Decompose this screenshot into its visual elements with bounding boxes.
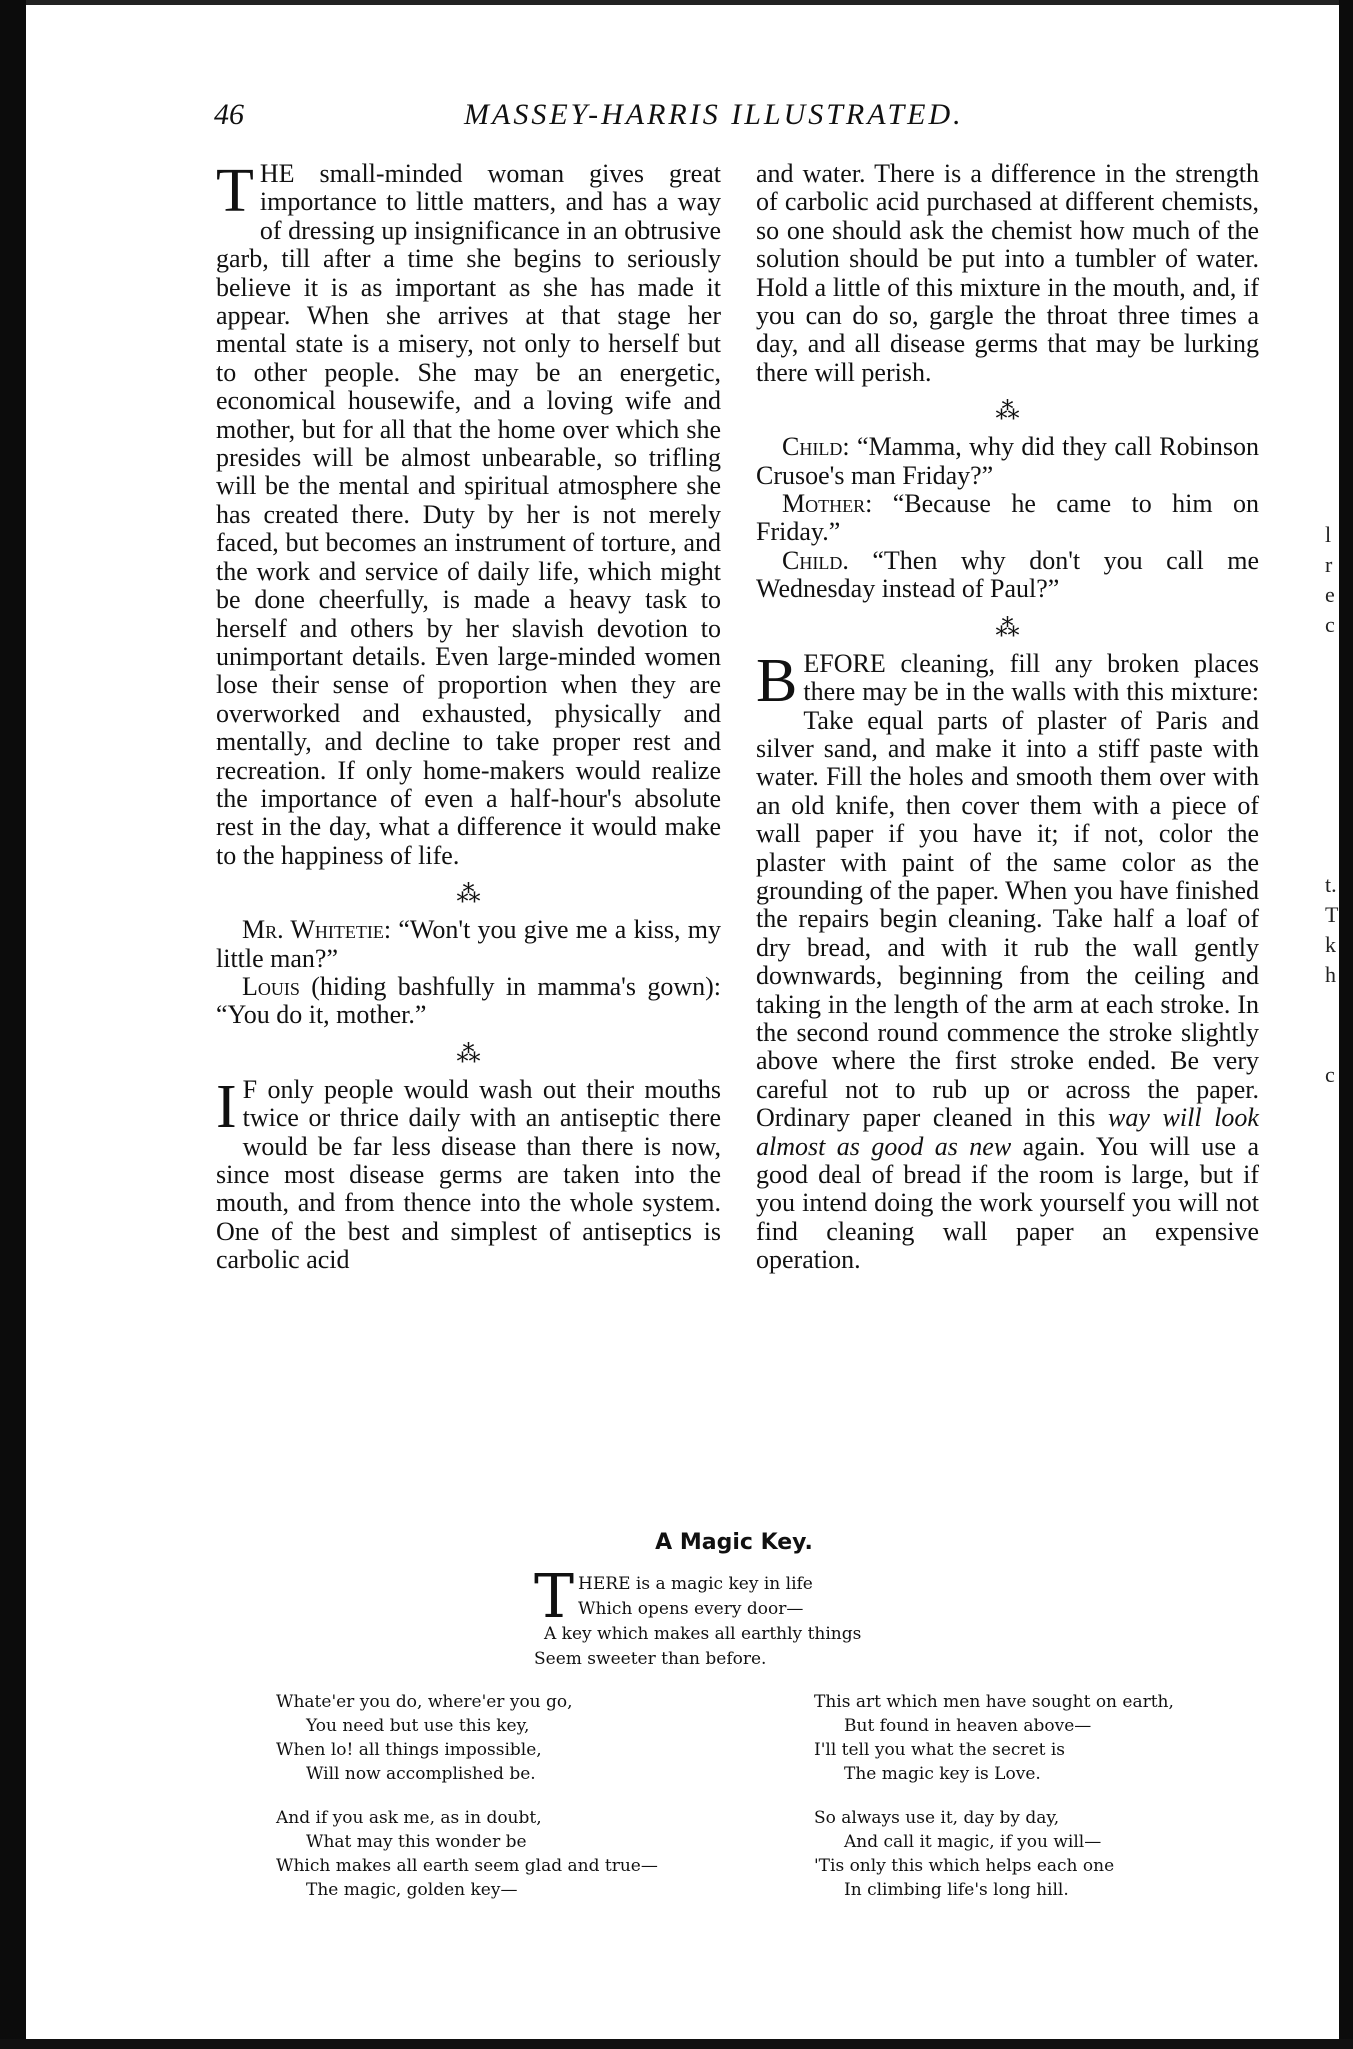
poem-line: This art which men have sought on earth, <box>814 1692 1174 1712</box>
speaker-name: Mother: <box>782 489 873 519</box>
scan-edge-bottom <box>0 2039 1353 2049</box>
speaker-name: Child. <box>782 545 849 575</box>
poem-stanza <box>276 1806 716 1902</box>
article-antiseptic <box>216 1072 721 1275</box>
running-head <box>214 98 1254 138</box>
journal-title: MASSEY-HARRIS ILLUSTRATED. <box>464 98 964 131</box>
drop-cap: T <box>216 157 254 225</box>
paragraph-text: HE small-minded woman gives great importance to little matters, and has a way of dressing up insignificance in an obtrusive garb, till after a time she begins to seriously believe it is as important as she has made it appear. When she arrives at that stage her mental state is a misery, not only to herself but to other people. She may be an energetic, economical housewife, and a loving wife and mother, but for all that the home over which she presides will be almost unbearable, so trifling will be the mental and spiritual atmosphere she has created there. Duty by her is not merely faced, but becomes an instrument of torture, and the work and service of daily life, which might be done cheerfully, is made a heavy task to herself and others by her slavish devotion to unimportant details. Even large-minded women lose their sense of proportion when they are overworked and exhausted, physically and mentally, and decline to take proper rest and recreation. If only home-makers would realize the importance of even a half-hour's absolute rest in the day, what a difference it would make to the happiness of life. <box>216 159 721 870</box>
poem-line: But found in heaven above— <box>844 1716 1092 1736</box>
dialogue-text: “Because he came to him on Friday.” <box>756 489 1259 547</box>
article-small-minded-woman <box>216 157 721 870</box>
poem-stanza <box>276 1690 716 1786</box>
dialogue-text: “Won't you give me a kiss, my little man?” <box>216 915 721 973</box>
poem-line: HERE is a magic key in life <box>578 1574 813 1594</box>
article-wall-paper-cleaning <box>756 646 1259 1275</box>
poem-line: Seem sweeter than before. <box>534 1649 767 1669</box>
paragraph-text: F only people would wash out their mouths twice or thrice daily with an antiseptic there would be far less disease than there is now, since most disease germs are taken into the mouth, and from thence into the whole system. One of the best and simplest of antiseptics is carbolic acid <box>216 1074 721 1275</box>
margin-fragment: r <box>1325 552 1333 577</box>
dialogue-line <box>756 433 1259 490</box>
poem-line: Which opens every door— <box>578 1599 804 1619</box>
paragraph-text: again. You will use a good deal of bread if the room is large, but if you intend doing the work yourself you will not find cleaning wall paper an expensive operation. <box>756 1131 1259 1275</box>
margin-fragment: T <box>1325 902 1339 927</box>
margin-fragment: c <box>1325 612 1335 637</box>
speaker-name: Child: <box>782 432 850 462</box>
poem-title: A Magic Key. <box>655 1530 813 1555</box>
margin-fragment: c <box>1325 1062 1335 1087</box>
asterism-divider: ⁂ <box>456 1041 481 1068</box>
asterism-divider: ⁂ <box>995 399 1020 426</box>
poem-line: So always use it, day by day, <box>814 1808 1060 1828</box>
paragraph-text: EFORE cleaning, fill any broken places there may be in the walls with this mixture: Take equal parts of plaster of Paris and silver sand, and make it into a stiff paste with water. Fill the holes and smooth them over with an old knife, then cover them with a piece of wall paper if you have it; if not, color the plaster with paint of the same color as the grounding of the paper. When you have finished the repairs begin cleaning. Take half a loaf of dry bread, and with it rub the wall gently downwards, beginning from the ceiling and taking in the length of the arm at each stroke. In the second round commence the stroke slightly above where the first stroke ended. Be very careful not to rub up or across the paper. Ordinary paper cleaned in this <box>756 648 1259 1133</box>
dialogue-text: “Mamma, why did they call Robinson Crusoe's man Friday?” <box>756 432 1259 490</box>
italic-text: way will look almost as good as new <box>756 1103 1259 1161</box>
dialogue-line <box>756 547 1259 604</box>
dialogue-line <box>756 490 1259 547</box>
dialogue-text: “Then why don't you call me Wednesday instead of Paul?” <box>756 545 1259 604</box>
poem-line: Will now accomplished be. <box>306 1764 536 1784</box>
dialogue-line <box>216 973 721 1030</box>
right-column <box>756 160 1259 1275</box>
poem-stanza <box>814 1690 1254 1786</box>
drop-cap: T <box>534 1562 575 1632</box>
poem-line: Whate'er you do, where'er you go, <box>276 1692 573 1712</box>
left-column <box>216 157 721 1275</box>
poem-line: In climbing life's long hill. <box>844 1880 1069 1900</box>
dialogue-line <box>216 916 721 973</box>
poem-stanza <box>814 1806 1254 1902</box>
margin-fragments <box>1325 520 1345 1090</box>
poem-line: The magic, golden key— <box>306 1880 518 1900</box>
poem-line: The magic key is Love. <box>844 1764 1041 1784</box>
drop-cap: I <box>216 1072 237 1141</box>
page-number: 46 <box>214 98 244 131</box>
poem-line: I'll tell you what the secret is <box>814 1740 1066 1760</box>
speaker-name: Mr. Whitetie: <box>242 915 392 945</box>
poem-line: 'Tis only this which helps each one <box>814 1856 1115 1876</box>
poem-line: And if you ask me, as in doubt, <box>276 1808 542 1828</box>
margin-fragment: t. <box>1325 872 1337 897</box>
margin-fragment: k <box>1325 932 1336 957</box>
poem-line: And call it magic, if you will— <box>844 1832 1102 1852</box>
speaker-name: Louis <box>242 971 300 1001</box>
poem-line: Which makes all earth seem glad and true— <box>276 1856 658 1876</box>
drop-cap: B <box>756 646 798 715</box>
poem-line: A key which makes all earthly things <box>544 1624 862 1644</box>
scan-edge-left <box>0 0 26 2049</box>
margin-fragment: l <box>1325 522 1332 547</box>
poem-line: What may this wonder be <box>306 1832 527 1852</box>
poem-line: When lo! all things impossible, <box>276 1740 542 1760</box>
poem-line: You need but use this key, <box>306 1716 530 1736</box>
scan-edge-top <box>26 0 1339 5</box>
margin-fragment: h <box>1325 962 1336 987</box>
dialogue-text: (hiding bashfully in mamma's gown): “You do it, mother.” <box>216 971 721 1030</box>
article-antiseptic-continued: and water. There is a difference in the strength of carbolic acid purchased at different chemists, so one should ask the chemist how much of the solution should be put into a tumbler of water. Hold a little of this mixture in the mouth, and, if you can do so, gargle the throat three times a day, and all disease germs that may be lurking there will perish. <box>756 159 1259 387</box>
margin-fragment: e <box>1325 582 1335 607</box>
asterism-divider: ⁂ <box>995 615 1020 642</box>
poem-intro-stanza <box>534 1562 1094 1672</box>
asterism-divider: ⁂ <box>456 882 481 909</box>
